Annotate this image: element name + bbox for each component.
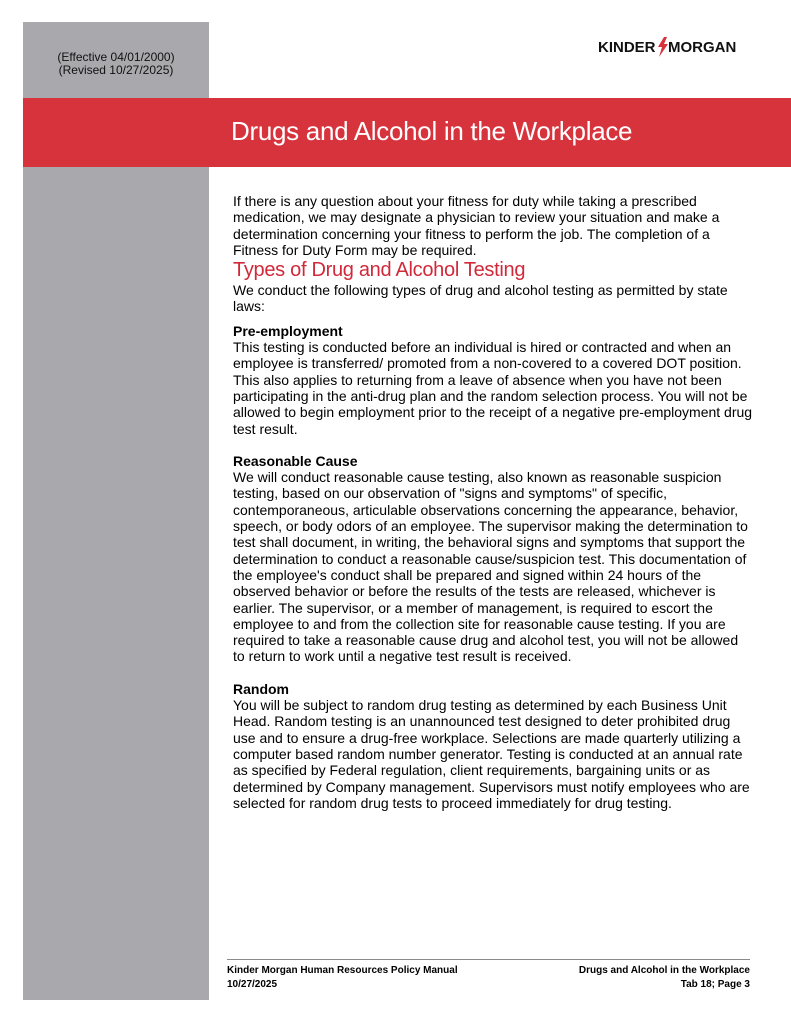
kinder-morgan-logo [598,36,748,58]
logo-text-right: MORGAN [668,39,737,56]
section-title: Types of Drug and Alcohol Testing [233,259,526,282]
reasonable-cause-body: We will conduct reasonable cause testing, also known as reasonable suspicion testing, based on our observation of "signs and symptoms" of specific, contemporaneous, articulable observations concerning the appearance, behavior, speech, or body odors of an employee. The supervisor making the determination to test shall document, in writing, the behavioral signs and symptoms that support the determination to conduct a reasonable cause/suspicion test. This documentation of the employee's conduct shall be prepared and signed within 24 hours of the observed behavior or before the results of the tests are released, whichever is earlier. The supervisor, or a member of management, is required to escort the employee to and from the collection site for reasonable cause testing. If you are required to take a reasonable cause drug and alcohol test, you will not be allowed to return to work until a negative test result is received. [233,469,748,665]
effective-date: (Effective 04/01/2000) [57,50,175,64]
pre-employment-body: This testing is conducted before an individual is hired or contracted and when an employee is transferred/ promoted from a non-covered to a covered DOT position. This also applies to returning from a leave of absence when you have not been participating in the anti-drug plan and the random selection process. You will not be allowed to begin employment prior to the receipt of a negative pre-employment drug test result. [233,339,753,437]
intro-paragraph: If there is any question about your fitness for duty while taking a prescribed medication, we may designate a physician to review your situation and make a determination concerning your fitness to perform the job. The completion of a Fitness for Duty Form may be required. [233,193,720,258]
reasonable-cause-title: Reasonable Cause [233,452,358,469]
lead-paragraph: We conduct the following types of drug and alcohol testing as permitted by state laws: [233,282,728,315]
random-body: You will be subject to random drug testing as determined by each Business Unit Head. Random testing is an unannounced test designed to deter prohibited drug use and to ensure a drug-free workplace. Selections are made quarterly utilizing a computer based random number generator. Testing is conducted at an annual rate as specified by Federal regulation, client requirements, bargaining units or as determined by Company management. Supervisors must notify employees who are selected for random drug tests to proceed immediately for drug testing. [233,697,750,811]
effective-dates [23,51,209,77]
footer-divider [227,959,750,960]
footer-manual-name: Kinder Morgan Human Resources Policy Manual [227,965,458,976]
footer-section-name: Drugs and Alcohol in the Workplace [578,965,750,976]
footer-date: 10/27/2025 [227,979,278,990]
footer-right [579,964,750,992]
revised-date: (Revised 10/27/2025) [58,63,174,77]
left-gray-sidebar [23,22,209,1000]
lightning-bolt-icon [658,37,668,57]
main-content [233,193,753,811]
logo-text-left: KINDER [598,39,656,56]
random-title: Random [233,680,289,697]
pre-employment-title: Pre-employment [233,322,343,339]
footer-page-number: Tab 18; Page 3 [680,979,750,990]
page-title: Drugs and Alcohol in the Workplace [231,116,633,146]
footer-left [227,964,458,992]
